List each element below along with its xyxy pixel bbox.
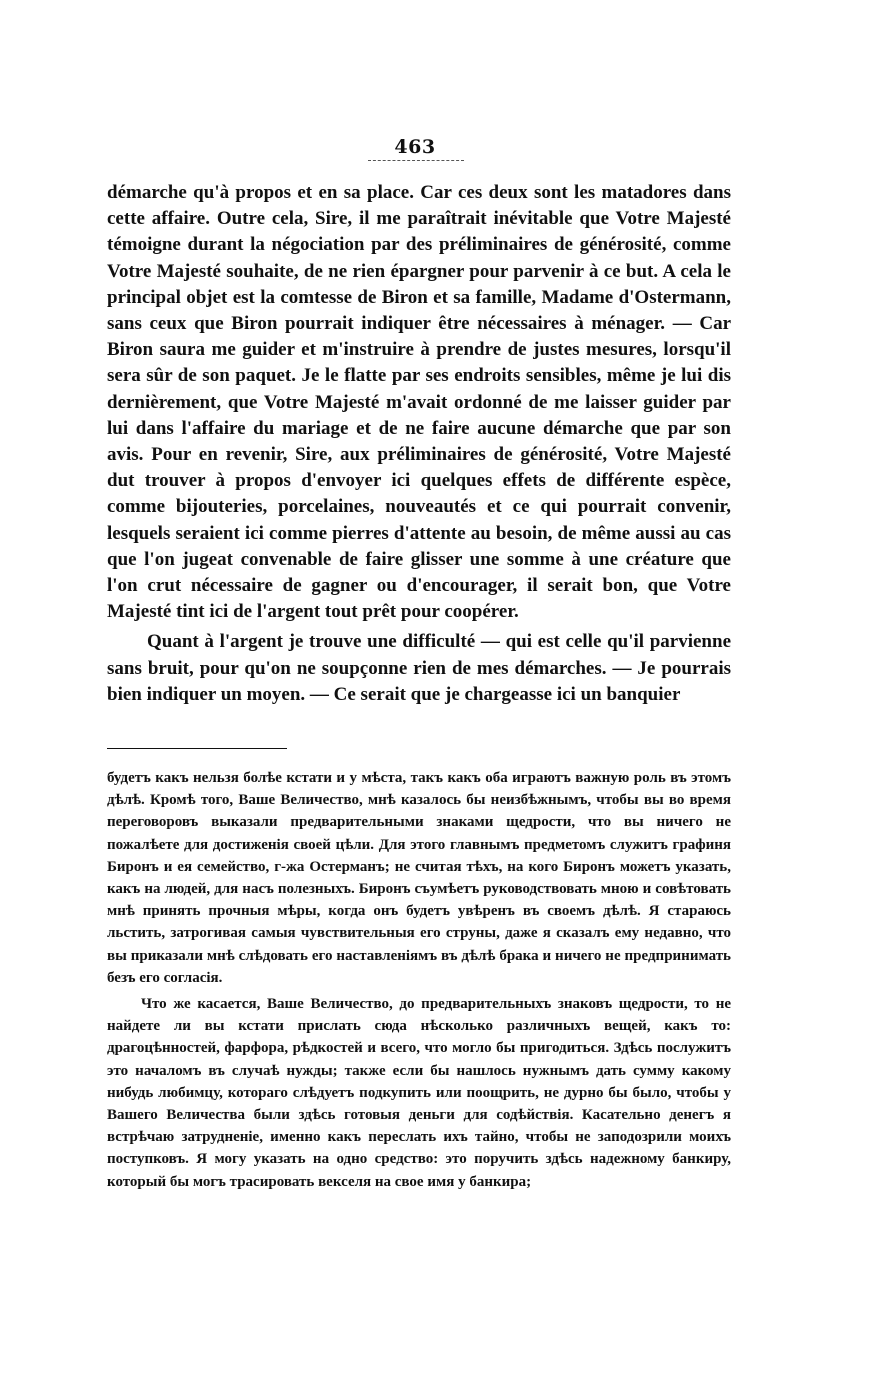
footnote-paragraph: будетъ какъ нельзя болѣе кстати и у мѣста, такъ какъ оба играютъ важную роль въ этомъ дѣлѣ. Кромѣ того, Ваше Величество, мнѣ казалось бы неизбѣжнымъ, чтобы вы во время переговоровъ выказали предварительными знаками щедрости, что вы ничего не пожалѣете для достиженія своей цѣли. Для этого главнымъ предметомъ служитъ графиня Биронъ и ея семейство, г-жа Остерманъ; не считая тѣхъ, на кого Биронъ можетъ указать, какъ на людей, для насъ полезныхъ. Биронъ съумѣетъ руководствовать мною и совѣтовать мнѣ принять прочныя мѣры, когда онъ будетъ увѣренъ въ своемъ дѣлѣ. Я стараюсь льстить, затрогивая самыя чувствительныя его струны, даже я сказалъ ему недавно, что вы приказали мнѣ слѣдовать его наставленіямъ въ дѣлѣ брака и ничего не предпринимать безъ его согласія. bbox=[107, 770, 731, 986]
main-paragraph: Quant à l'argent je trouve une difficulté — qui est celle qu'il parvienne sans bruit, pour qu'on ne soupçonne rien de mes démarches. — Je pourrais bien indiquer un moyen. — Ce serait que je chargeasse ici un banquier bbox=[107, 631, 731, 705]
page-number: 463 bbox=[394, 136, 436, 158]
page-number-rule bbox=[368, 160, 464, 161]
footnote-translation bbox=[107, 767, 731, 1193]
footnote-divider bbox=[107, 748, 287, 749]
main-text bbox=[107, 180, 731, 708]
footnote-paragraph: Что же касается, Ваше Величество, до предварительныхъ знаковъ щедрости, то не найдете ли вы кстати прислать сюда нѣсколько различныхъ вещей, какъ то: драгоцѣнностей, фарфора, рѣдкостей и всего, что могло бы пригодиться. Здѣсь послужитъ это началомъ въ случаѣ нужды; также если бы нашлось нужнымъ дать сумму какому нибудь любимцу, котораго слѣдуетъ подкупить или поощрить, не дурно бы было, чтобы у Вашего Величества были здѣсь готовыя деньги для содѣйствія. Касательно денегъ я встрѣчаю затрудненіе, именно какъ переслать ихъ тайно, чтобы не заподозрили моихъ поступковъ. Я могу указать на одно средство: это поручить здѣсь надежному банкиру, который бы могъ трасировать векселя на свое имя у банкира; bbox=[107, 996, 731, 1190]
main-paragraph: démarche qu'à propos et en sa place. Car ces deux sont les matadores dans cette affaire. Outre cela, Sire, il me paraîtrait inévitable que Votre Majesté témoigne durant la négociation par des préliminaires de générosité, comme Votre Majesté souhaite, de ne rien épargner pour parvenir à ce but. A cela le principal objet est la comtesse de Biron et sa famille, Madame d'Ostermann, sans ceux que Biron pourrait indiquer être nécessaires à ménager. — Car Biron saura me guider et m'instruire à prendre de justes mesures, lorsqu'il sera sûr de son paquet. Je le flatte par ses endroits sensibles, même je lui dis dernièrement, que Votre Majesté m'avait ordonné de me laisser guider par lui dans l'affaire du mariage et de ne faire aucune démarche que par son avis. Pour en revenir, Sire, aux préliminaires de générosité, Votre Majesté dut trouver à propos d'envoyer ici quelques effets de différente espèce, comme bijouteries, porcelaines, nouveautés et ce qui pourrait convenir, lesquels seraient ici comme pierres d'attente au besoin, de même aussi au cas que l'on jugeat convenable de faire glisser une somme à une créature que l'on crut nécessaire de gagner ou d'encourager, il serait bon, que Votre Majesté tint ici de l'argent tout prêt pour coopérer. bbox=[107, 182, 731, 623]
